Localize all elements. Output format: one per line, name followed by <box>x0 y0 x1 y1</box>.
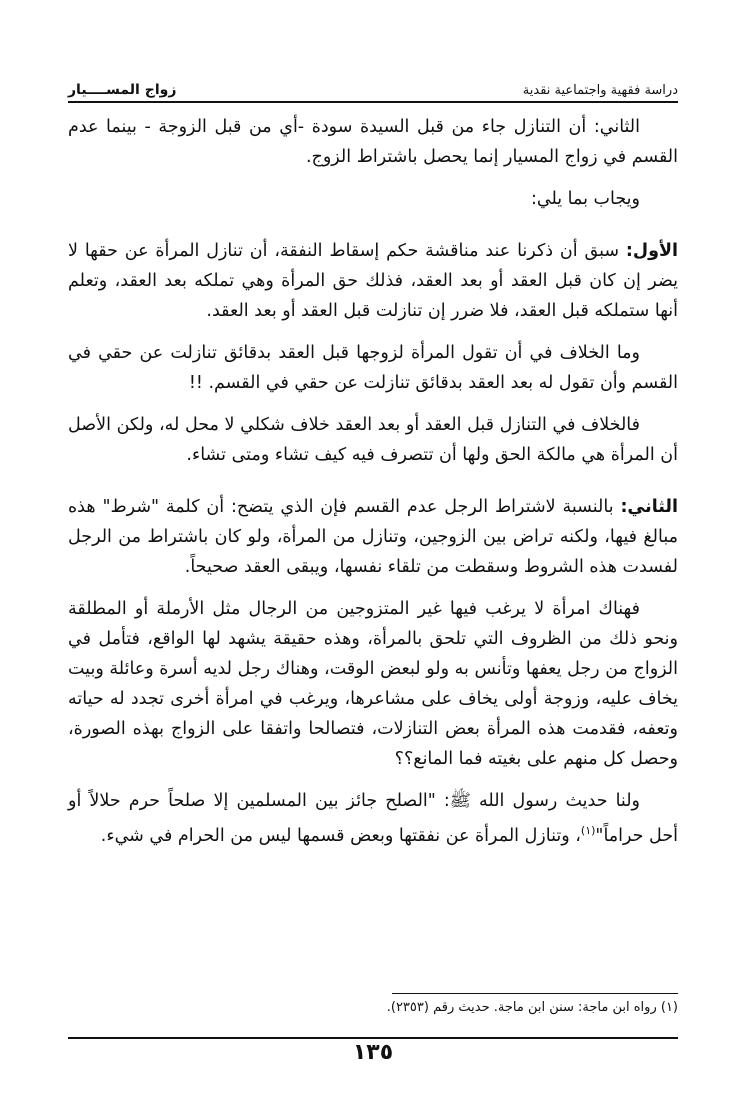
header-book-title: زواج المســــيار <box>68 82 177 98</box>
header-rule <box>68 101 678 103</box>
page-body <box>68 112 678 863</box>
paragraph-second-objection: الثاني: أن التنازل جاء من قبل السيدة سودة -أي من قبل الزوجة - بينما عدم القسم في زواج المسيار إنما يحصل باشتراط الزوج. <box>68 117 678 167</box>
footnote-rule <box>392 993 678 994</box>
page-number: ١٣٥ <box>352 1040 394 1065</box>
footnote: (١) رواه ابن ماجة: سنن ابن ماجة. حديث رقم (٢٣٥٣). <box>386 1000 678 1015</box>
paragraph-response-intro: ويجاب بما يلي: <box>530 189 640 209</box>
paragraph-first-answer <box>68 236 678 326</box>
paragraph-difference: وما الخلاف في أن تقول المرأة لزوجها قبل العقد بدقائق تنازلت عن حقي في القسم وأن تقول له بعد العقد بدقائق تنازلت عن حقي في القسم. !! <box>68 343 678 393</box>
footnote-reference[interactable]: (١) <box>580 824 596 837</box>
footer-rule <box>68 1037 678 1039</box>
running-header <box>68 74 678 98</box>
hadith-conclusion: ، وتنازل المرأة عن نفقتها وبعض قسمها ليس من الحرام في شيء. <box>100 825 581 846</box>
header-book-subtitle: دراسة فقهية واجتماعية نقدية <box>522 83 678 98</box>
hadith-text: ولنا حديث رسول الله ﷺ: "الصلح جائز بين المسلمين إلا صلحاً حرم حلالاً أو أحل حراماً" <box>68 791 678 846</box>
first-answer-text: سبق أن ذكرنا عند مناقشة حكم إسقاط النفقة، أن تنازل المرأة عن حقها لا يضر إن كان قبل العقد أو بعد العقد، فذلك حق المرأة وهي تملكه بعد العقد، وتعلم أنها ستملكه قبل العقد، فلا ضرر إن تنازلت قبل العقد أو بعد العقد. <box>68 241 678 321</box>
paragraph-circumstances: فهناك امرأة لا يرغب فيها غير المتزوجين من الرجال مثل الأرملة أو المطلقة ونحو ذلك من الظروف التي تلحق بالمرأة، وهذه حقيقة يشهد لها الواقع، فتأمل في الزواج من رجل يعفها وتأنس به ولو لبعض الوقت، وهناك رجل لديه أسرة وعائلة وبيت يخاف عليه، وزوجة أولى يخاف على مشاعرها، ويرغب في امرأة أخرى تجدد له حياته وتعفه، فقدمت هذه المرأة بعض التنازلات، فتصالحا واتفقا على الزواج بهذه الصورة، وحصل كل منهم على بغيته فما المانع؟؟ <box>68 599 678 769</box>
second-answer-lead: الثاني: <box>620 497 678 517</box>
paragraph-formal-difference: فالخلاف في التنازل قبل العقد أو بعد العقد خلاف شكلي لا محل له، ولكن الأصل أن المرأة هي مالكة الحق ولها أن تتصرف فيه كيف تشاء ومتى تشاء. <box>68 415 678 465</box>
paragraph-second-answer <box>68 492 678 582</box>
second-answer-text: بالنسبة لاشتراط الرجل عدم القسم فإن الذي يتضح: أن كلمة "شرط" هذه مبالغ فيها، ولكنه تراض بين الزوجين، وتنازل من المرأة، ولو كان باشتراط من الرجل لفسدت هذه الشروط وسقطت من تلقاء نفسها، ويبقى العقد صحيحاً. <box>68 497 678 577</box>
first-answer-lead: الأول: <box>625 241 678 261</box>
paragraph-hadith <box>68 786 678 851</box>
